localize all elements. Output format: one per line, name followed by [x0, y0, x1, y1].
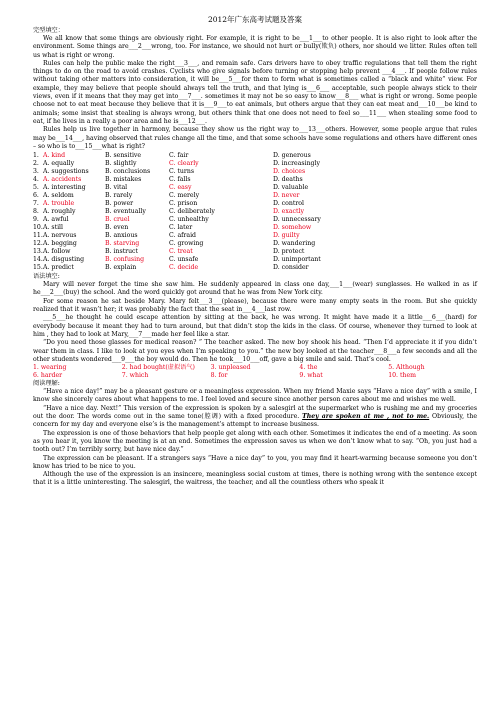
cloze-heading: 完型填空：	[33, 27, 64, 34]
grammar-answers-row	[33, 372, 477, 380]
question-number: 12.	[33, 240, 43, 248]
option-row	[33, 160, 477, 168]
option-a: A. equally	[43, 160, 75, 168]
option-c: C. merely	[169, 192, 200, 200]
page-title: 2012年广东高考试题及答案	[207, 15, 303, 24]
question-number: 13.	[33, 248, 43, 256]
option-c: C. fair	[169, 152, 189, 160]
option-d: D. protect	[273, 248, 305, 256]
option-d: D. consider	[273, 264, 309, 272]
option-b: B. starving	[105, 240, 140, 248]
grammar-answer: 4. the	[299, 364, 318, 372]
reading-heading: 阅读理解:	[33, 380, 60, 388]
option-c: C. turns	[169, 168, 195, 176]
option-a: A. follow	[43, 248, 71, 256]
option-a: A. kind	[43, 152, 66, 160]
option-row	[33, 256, 477, 264]
option-a: A. still	[43, 224, 64, 232]
option-row	[33, 224, 477, 232]
question-number: 5.	[33, 184, 39, 192]
grammar-heading: 语法填空:	[33, 273, 60, 281]
option-row	[33, 168, 477, 176]
grammar-paragraph: ___5___he thought he could escape attention by sitting at the back, he was wrong. It might have made it a little___6___(hard) for everybody because it meant they had to turn around, but that didn’t stop the kids in the class. Of course, whenever they turned to look at him , they had to look at Mary,___7___made her feel like a star.	[33, 314, 477, 338]
cloze-paragraph: Rules help us live together in harmony, because they show us the right way to___13___others. However, some people argue that rules may be___14___, having observed that rules change all the time, and that some schools have some regulations and others have different ones – so who is to___15___what is right?	[33, 126, 477, 150]
option-row	[33, 216, 477, 224]
option-row	[33, 264, 477, 272]
option-b: B. vital	[105, 184, 128, 192]
option-c: C. easy	[169, 184, 192, 192]
grammar-paragraph: Mary will never forget the time she saw him. He suddenly appeared in class one day,___1___(wear) sunglasses. He walked in as if he___2___(buy) the school. And the word quickly got around that he was from New York city.	[33, 281, 477, 297]
question-number: 4.	[33, 176, 39, 184]
question-number: 6.	[33, 192, 39, 200]
option-a: A. begging	[43, 240, 77, 248]
question-number: 2.	[33, 160, 39, 168]
reading-paragraph	[33, 405, 477, 430]
option-d: D. unnecessary	[273, 216, 321, 224]
cloze-paragraph: Rules can help the public make the right___3___, and remain safe. Cars drivers have to obey traffic regulations that tell them the right things to do on the road to avoid crashes. Cyclists who give signals before turning or stopping help prevent ___4___. If people follow rules without taking other matters into consideration, it will be___5___for them to form what is sometimes called a “black and white” view. For example, they may believe that people should always tell the truth, and that lying is___6___ acceptable, such people always stick to their views, even if it means that they may get into___7___. sometimes it may not be so easy to know___8___ what is right or wrong. Some people choose not to eat meat because they believe that it is___9___to eat animals, but others argue that they can eat meat and___10___be kind to animals; some insist that stealing is always wrong, but others think that one does not need to feel so___11___ when stealing some food to eat, if he lives in a really a poor area and he is___12___.	[33, 59, 477, 125]
question-number: 10.	[33, 224, 43, 232]
option-a: A. interesting	[43, 184, 86, 192]
option-c: C. deliberately	[169, 208, 215, 216]
grammar-answer: 6. harder	[33, 372, 63, 380]
option-c: C. unhealthy	[169, 216, 209, 224]
question-number: 11.	[33, 232, 43, 240]
option-d: D. somehow	[273, 224, 312, 232]
reading-paragraph: “Have a nice day!” may be a pleasant gesture or a meaningless expression. When my friend Maxie says “Have a nice day” with a smile, I know she sincerely cares about what happens to me. I feel loved and secure since another person cares about me and wishes me well.	[33, 388, 477, 404]
option-b: B. explain	[105, 264, 137, 272]
grammar-answer: 3. unpleased	[210, 364, 251, 372]
option-b: B. sensitive	[105, 152, 142, 160]
cloze-paragraph: We all know that some things are obviously right. For example, it is right to be___1___to other people. It is also right to look after the environment. Some things are___2___wrong, too. For instance, we should not hurt or bully(欺负) others, nor should we litter. Rules often tell us what is right or wrong.	[33, 35, 477, 59]
option-c: C. unsafe	[169, 256, 199, 264]
option-b: B. confusing	[105, 256, 145, 264]
option-c: C. later	[169, 224, 193, 232]
grammar-answers-row	[33, 364, 477, 372]
option-d: D. choices	[273, 168, 306, 176]
option-row	[33, 184, 477, 192]
question-number: 9.	[33, 216, 39, 224]
option-row	[33, 208, 477, 216]
grammar-answer: 9. what	[299, 372, 323, 380]
option-d: D. valuable	[273, 184, 309, 192]
grammar-answer: 5. Although	[388, 364, 425, 372]
option-b: B. mistakes	[105, 176, 142, 184]
grammar-answer: 10. them	[388, 372, 416, 380]
question-number: 3.	[33, 168, 39, 176]
reading-paragraph: The expression can be pleasant. If a strangers says “Have a nice day” to you, you may find it heart-warming because someone you don’t know has tried to be nice to you.	[33, 454, 477, 470]
option-row	[33, 232, 477, 240]
question-number: 8.	[33, 208, 39, 216]
option-a: A. nervous	[43, 232, 77, 240]
option-d: D. increasingly	[273, 160, 320, 168]
option-d: D. control	[273, 200, 304, 208]
option-c: C. afraid	[169, 232, 197, 240]
cloze-options	[33, 152, 477, 272]
grammar-answer: 1. wearing	[33, 364, 67, 372]
option-d: D. never	[273, 192, 300, 200]
reading-paragraph: Although the use of the expression is an insincere, meaningless social custom at times, there is nothing wrong with the sentence except that it is a little uninteresting. The salesgirl, the waitress, the teacher, and all the countless others who speak it	[33, 471, 477, 487]
option-d: D. exactly	[273, 208, 304, 216]
reading-emphasis: They are spoken at me , not to me.	[302, 413, 430, 421]
option-d: D. deaths	[273, 176, 303, 184]
option-c: C. treat	[169, 248, 193, 256]
option-b: B. even	[105, 224, 129, 232]
grammar-answer: 2. had bought(虚拟语气)	[121, 364, 195, 372]
grammar-answer: 8. for	[210, 372, 228, 380]
option-row	[33, 192, 477, 200]
option-a: A. awful	[43, 216, 69, 224]
option-b: B. instruct	[105, 248, 139, 256]
option-a: A. roughly	[43, 208, 76, 216]
option-a: A. trouble	[43, 200, 75, 208]
grammar-answer: 7. which	[121, 372, 149, 380]
option-a: A. disgusting	[43, 256, 85, 264]
question-number: 15.	[33, 264, 43, 272]
grammar-paragraph: For some reason he sat beside Mary. Mary felt___3___(please), because there were many empty seats in the room. But she quickly realized that it wasn’t her; it was probably the fact that the seat in___4___last row.	[33, 297, 477, 314]
option-b: B. anxious	[105, 232, 138, 240]
option-d: D. unimportant	[273, 256, 321, 264]
option-a: A. seldom	[43, 192, 74, 200]
option-c: C. growing	[169, 240, 204, 248]
option-row	[33, 248, 477, 256]
option-d: D. generous	[273, 152, 311, 160]
option-b: B. cruel	[105, 216, 130, 224]
reading-text: “Have a nice day. Next!” This version of the expression is spoken by a salesgirl at the supermarket who is rushing me and my groceries out the door. The words come out in the same tone(腔调) with a fixed procedure.	[33, 404, 477, 421]
option-b: B. power	[105, 200, 134, 208]
document-page	[33, 14, 477, 488]
option-row	[33, 240, 477, 248]
option-c: C. prison	[169, 200, 198, 208]
option-b: B. conclusions	[105, 168, 151, 176]
option-c: C. falls	[169, 176, 191, 184]
option-d: D. wandering	[273, 240, 316, 248]
option-c: C. clearly	[169, 160, 199, 168]
option-row	[33, 152, 477, 160]
option-a: A. accidents	[43, 176, 82, 184]
option-row	[33, 176, 477, 184]
reading-paragraph: The expression is one of those behaviors that help people get along with each other. Sometimes it indicates the end of a meeting. As soon as you hear it, you know the meeting is at an end. Sometimes the expression saves us when we don’t know what to say. “Oh, you just had a tooth out? I’m terribly sorry, but have nice day.”	[33, 429, 477, 454]
option-b: B. eventually	[105, 208, 146, 216]
option-a: A. predict	[43, 264, 74, 272]
reading-text: Obviously, the concern for my day and everyone else’s is the management’s attempt to increase business.	[33, 413, 477, 429]
grammar-paragraph: “Do you need those glasses for medical reason? ” The teacher asked. The new boy shook his head. “Then I’d appreciate it if you didn’t wear them in class. I like to look at you eyes when I’m speaking to you.” the new boy looked at the teacher___8___a few seconds and all the other students wondered___9___the boy would do. Then he took___10___off, gave a big smile and said. That’s cool.	[33, 339, 477, 363]
question-number: 7.	[33, 200, 39, 208]
option-row	[33, 200, 477, 208]
option-d: D. guilty	[273, 232, 300, 240]
option-b: B. rarely	[105, 192, 133, 200]
option-b: B. slightly	[105, 160, 137, 168]
option-c: C. decide	[169, 264, 199, 272]
option-a: A. suggestions	[43, 168, 89, 176]
question-number: 1.	[33, 152, 39, 160]
question-number: 14.	[33, 256, 43, 264]
